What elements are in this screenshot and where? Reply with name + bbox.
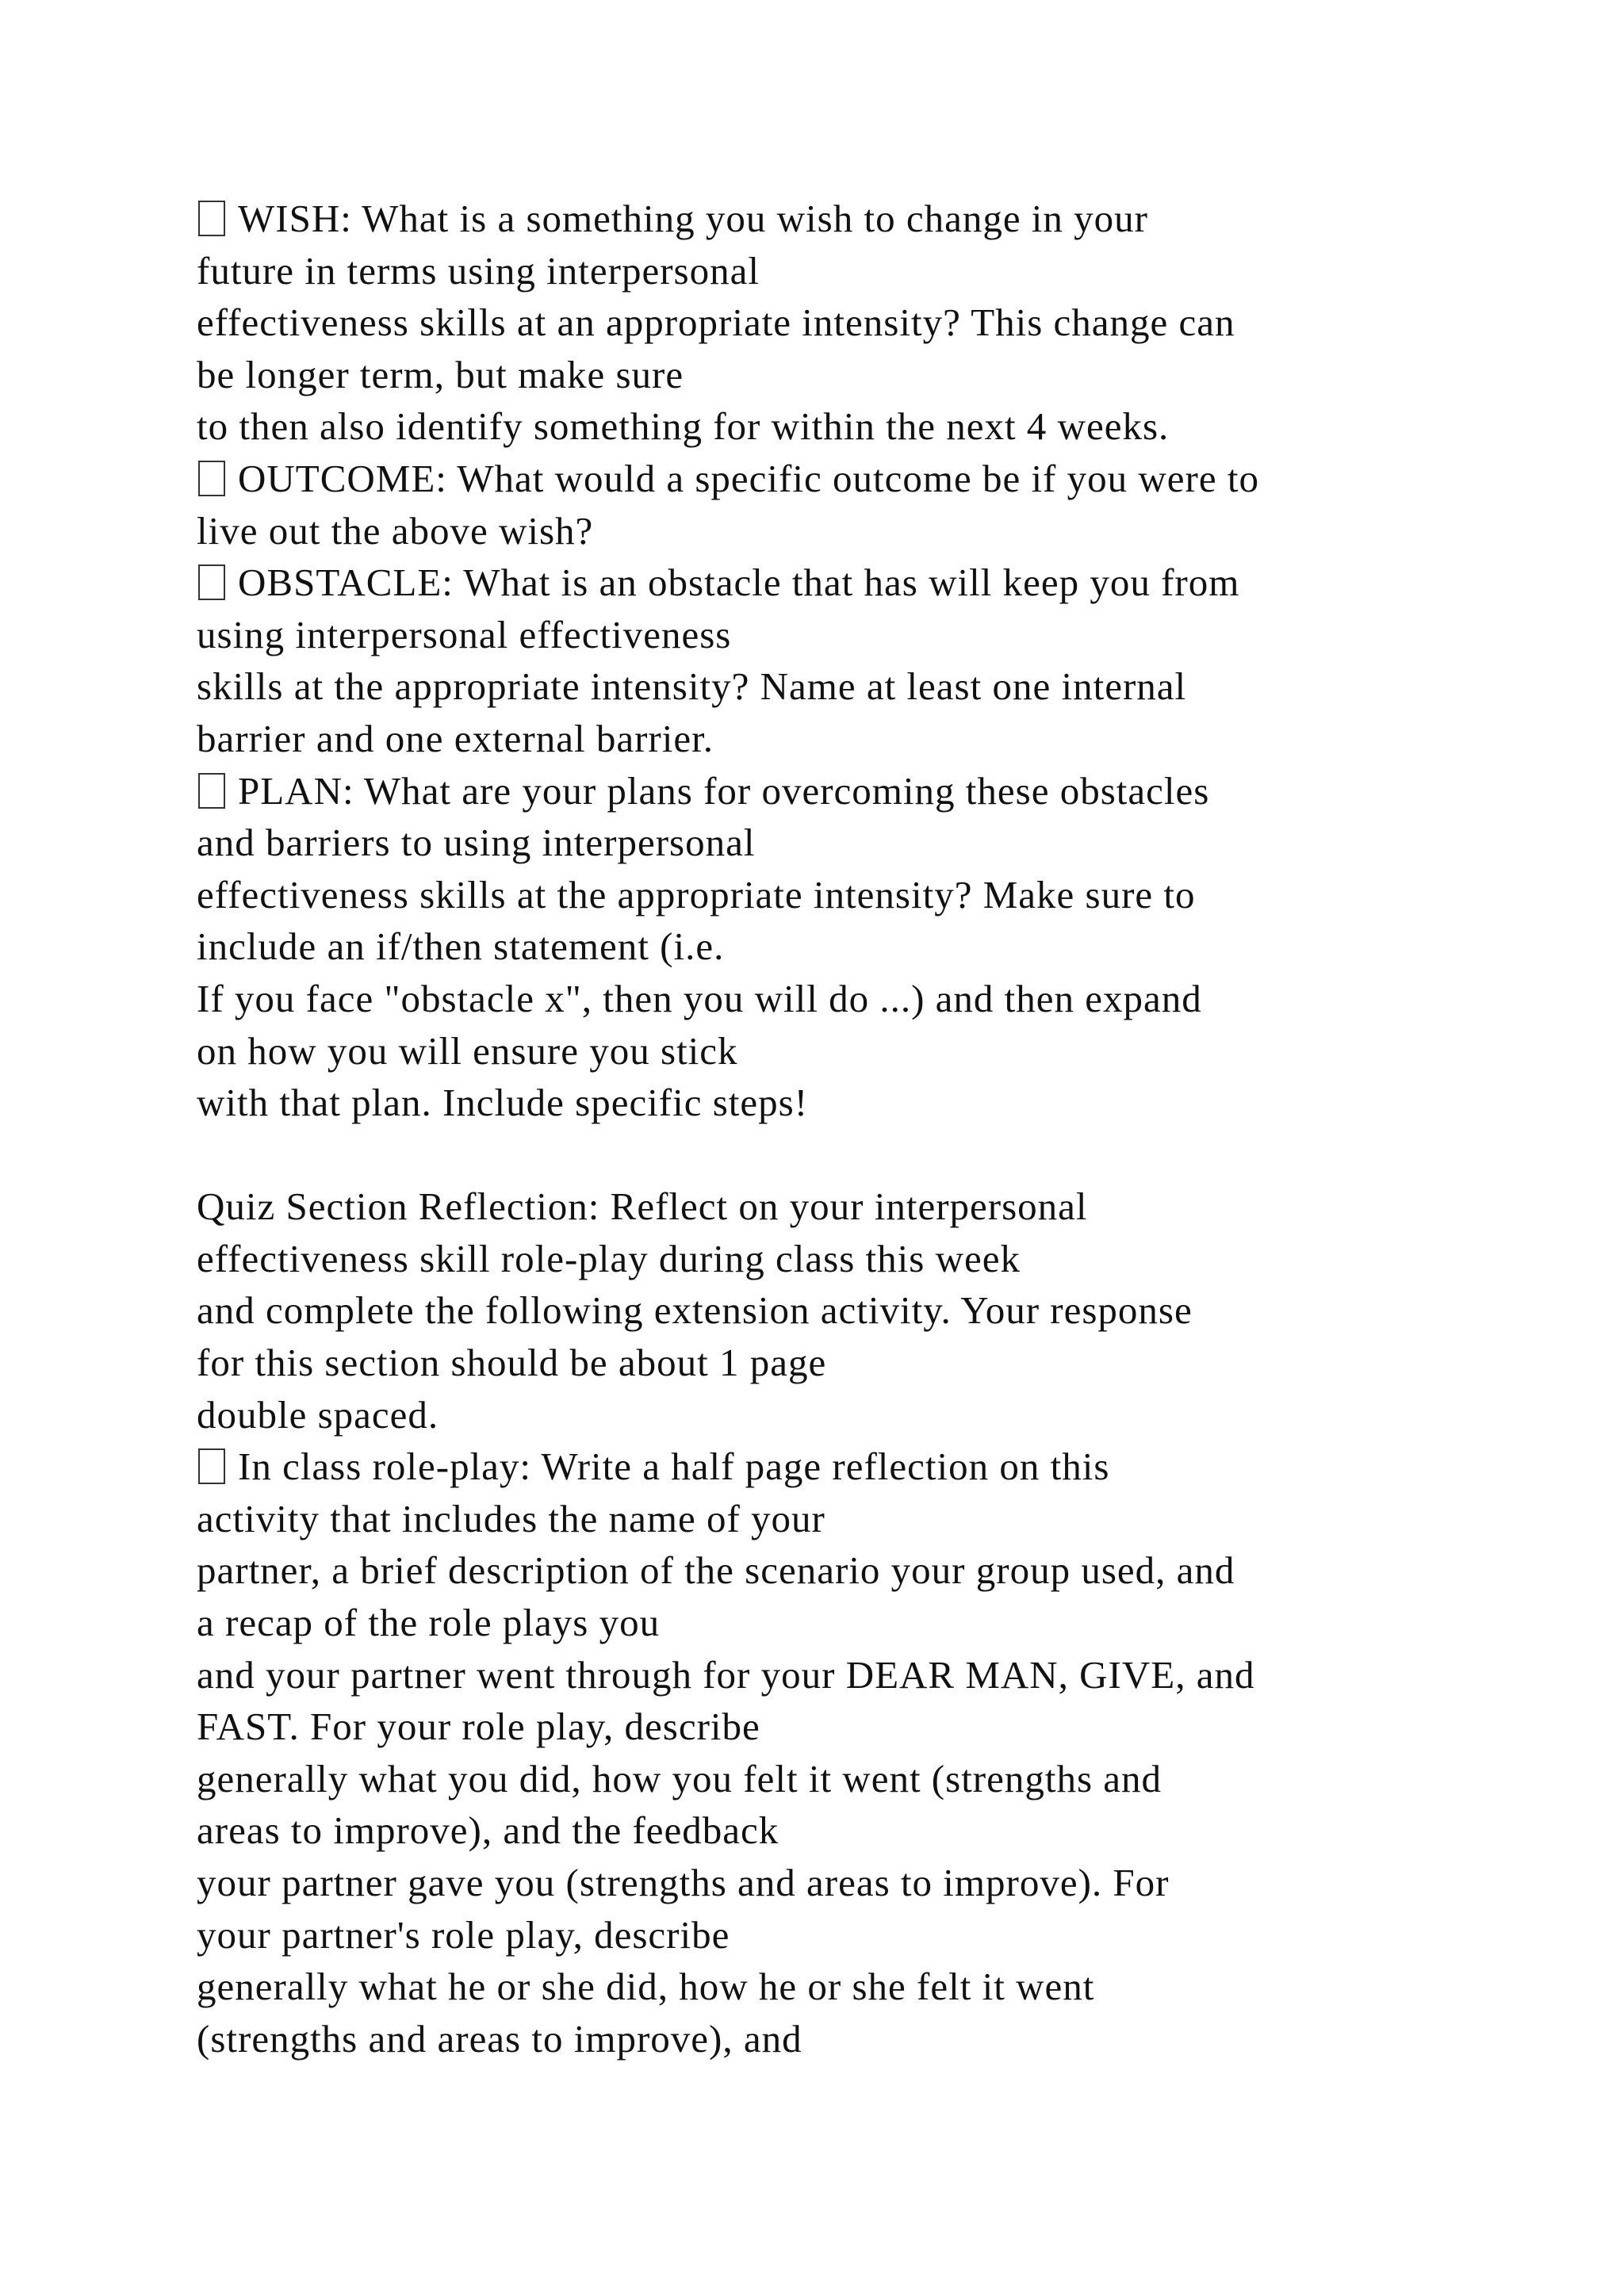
line-text: generally what he or she did, how he or she felt it went	[197, 1965, 1095, 2009]
missing-glyph-bullet-icon	[198, 201, 225, 236]
line-text: OBSTACLE: What is an obstacle that has will keep you from	[238, 561, 1240, 605]
bullet-line	[197, 453, 1561, 505]
line-text: WISH: What is a something you wish to change in your	[238, 197, 1148, 240]
text-line	[197, 1181, 1561, 1233]
line-text: effectiveness skills at an appropriate intensity? This change can	[197, 300, 1235, 345]
line-text: activity that includes the name of your	[197, 1496, 825, 1540]
text-line	[197, 920, 1561, 973]
text-line	[197, 1337, 1561, 1389]
text-line	[197, 660, 1561, 713]
line-text: If you face "obstacle x", then you will do ...) and then expand	[197, 976, 1202, 1020]
line-text: and your partner went through for your DEAR MAN, GIVE, and	[197, 1652, 1255, 1697]
line-text: with that plan. Include specific steps!	[197, 1081, 809, 1125]
text-line	[197, 1493, 1561, 1545]
text-line	[197, 1597, 1561, 1649]
text-line	[197, 505, 1561, 557]
text-line	[197, 1857, 1561, 1909]
line-text: on how you will ensure you stick	[197, 1028, 738, 1073]
text-line	[197, 349, 1561, 401]
text-line	[197, 1961, 1561, 2013]
line-text: your partner's role play, describe	[197, 1912, 730, 1957]
text-line	[197, 297, 1561, 349]
text-line	[197, 713, 1561, 765]
text-line	[197, 2013, 1561, 2065]
line-text: effectiveness skill role-play during class this week	[197, 1236, 1021, 1280]
blank-line	[197, 1129, 1561, 1181]
missing-glyph-bullet-icon	[198, 773, 225, 809]
text-line	[197, 817, 1561, 869]
line-text: effectiveness skills at the appropriate intensity? Make sure to	[197, 872, 1196, 916]
text-line	[197, 1025, 1561, 1077]
text-line	[197, 245, 1561, 297]
line-text: barrier and one external barrier.	[197, 716, 714, 760]
line-text: your partner gave you (strengths and areas to improve). For	[197, 1861, 1170, 1904]
line-text: a recap of the role plays you	[197, 1601, 661, 1645]
line-text: and barriers to using interpersonal	[197, 821, 756, 865]
line-text: FAST. For your role play, describe	[197, 1705, 760, 1749]
missing-glyph-bullet-icon	[198, 564, 225, 600]
text-line	[197, 973, 1561, 1025]
text-line	[197, 1389, 1561, 1441]
text-line	[197, 1909, 1561, 1961]
line-text: Quiz Section Reflection: Reflect on your interpersonal	[197, 1184, 1088, 1229]
text-line	[197, 1753, 1561, 1805]
bullet-line	[197, 765, 1561, 817]
document-body	[197, 193, 1561, 2064]
line-text: generally what you did, how you felt it went (strengths and	[197, 1756, 1162, 1800]
text-line	[197, 400, 1561, 453]
line-text: live out the above wish?	[197, 508, 594, 553]
text-line	[197, 1233, 1561, 1285]
text-line	[197, 869, 1561, 921]
text-line	[197, 1701, 1561, 1753]
missing-glyph-bullet-icon	[198, 461, 225, 496]
line-text: skills at the appropriate intensity? Name at least one internal	[197, 664, 1187, 709]
line-text: areas to improve), and the feedback	[197, 1808, 779, 1853]
line-text: future in terms using interpersonal	[197, 248, 760, 293]
line-text: (strengths and areas to improve), and	[197, 2016, 802, 2061]
line-text: PLAN: What are your plans for overcoming these obstacles	[238, 768, 1210, 813]
line-text: and complete the following extension activity. Your response	[197, 1288, 1193, 1333]
line-text: for this section should be about 1 page	[197, 1341, 827, 1385]
text-line	[197, 609, 1561, 661]
bullet-line	[197, 557, 1561, 609]
line-text: double spaced.	[197, 1392, 439, 1437]
line-text: include an if/then statement (i.e.	[197, 924, 725, 969]
line-text: be longer term, but make sure	[197, 352, 684, 396]
line-text: In class role-play: Write a half page reflection on this	[238, 1445, 1110, 1489]
text-line	[197, 1077, 1561, 1129]
bullet-line	[197, 1441, 1561, 1493]
line-text: using interpersonal effectiveness	[197, 612, 732, 656]
text-line	[197, 1544, 1561, 1597]
bullet-line	[197, 193, 1561, 245]
line-text: to then also identify something for within the next 4 weeks.	[197, 404, 1170, 449]
missing-glyph-bullet-icon	[198, 1448, 225, 1484]
text-line	[197, 1804, 1561, 1857]
line-text: OUTCOME: What would a specific outcome be if you were to	[238, 456, 1259, 500]
text-line	[197, 1649, 1561, 1701]
text-line	[197, 1284, 1561, 1337]
line-text: partner, a brief description of the scenario your group used, and	[197, 1548, 1235, 1593]
